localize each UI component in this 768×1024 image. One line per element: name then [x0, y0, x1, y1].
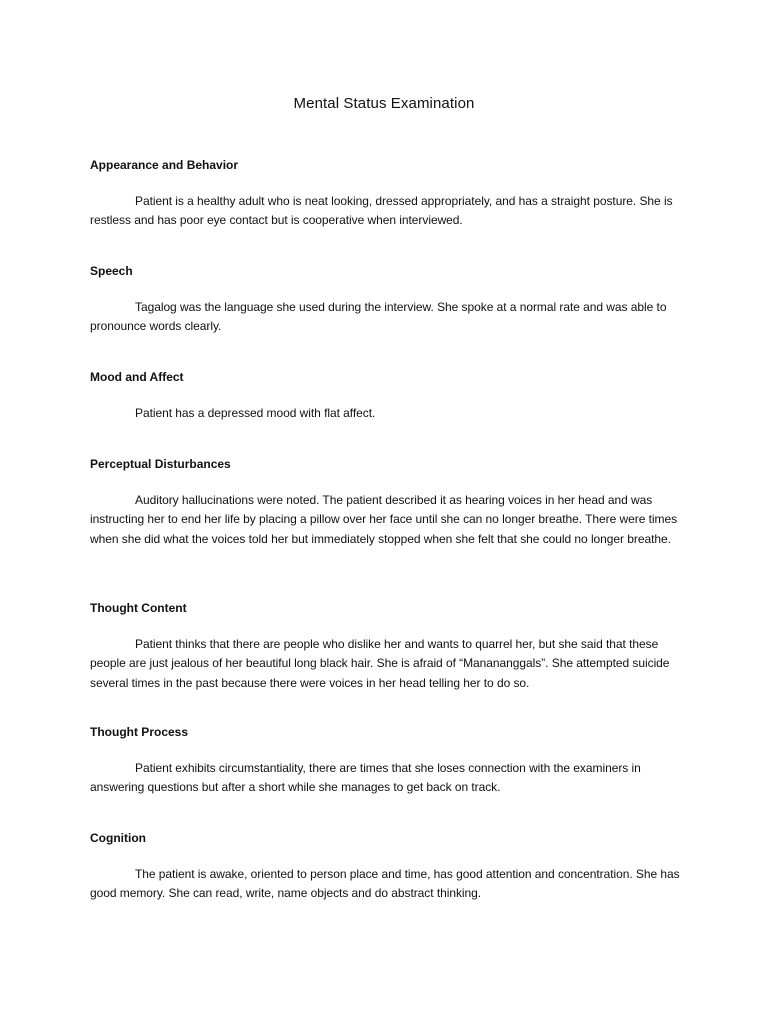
section-heading: Perceptual Disturbances [90, 457, 231, 471]
section-body: Patient has a depressed mood with flat affect. [135, 406, 376, 420]
section-cognition [90, 830, 682, 904]
section-body: Tagalog was the language she used during the interview. She spoke at a normal rate and was able to pronounce words clearly. [90, 300, 667, 334]
section-mood-affect [90, 369, 682, 423]
section-heading: Cognition [90, 831, 146, 845]
section-speech [90, 263, 682, 337]
section-heading: Appearance and Behavior [90, 158, 239, 172]
section-body: Auditory hallucinations were noted. The patient described it as hearing voices in her head and was instructing her to end her life by placing a pillow over her face until she can no longer breathe. There were times when she did what the voices told her but immediately stopped when she felt that she could no longer breathe. [90, 493, 678, 546]
section-thought-content [90, 600, 682, 693]
section-body: Patient exhibits circumstantiality, there are times that she loses connection with the examiners in answering questions but after a short while she manages to get back on track. [90, 761, 641, 795]
section-heading: Thought Content [90, 601, 187, 615]
section-appearance-behavior [90, 157, 682, 231]
section-body: The patient is awake, oriented to person place and time, has good attention and concentration. She has good memory. She can read, write, name objects and do abstract thinking. [90, 867, 680, 901]
section-heading: Speech [90, 264, 133, 278]
section-body: Patient thinks that there are people who dislike her and wants to quarrel her, but she said that these people are just jealous of her beautiful long black hair. She is afraid of “Manananggals”. She attempted suicide several times in the past because there were voices in her head telling her to do so. [90, 637, 670, 690]
section-heading: Mood and Affect [90, 370, 184, 384]
document-title: Mental Status Examination [293, 95, 475, 112]
section-perceptual-disturbances [90, 456, 682, 549]
section-heading: Thought Process [90, 725, 189, 739]
section-thought-process [90, 724, 682, 798]
section-body: Patient is a healthy adult who is neat looking, dressed appropriately, and has a straight posture. She is restless and has poor eye contact but is cooperative when interviewed. [90, 194, 673, 228]
